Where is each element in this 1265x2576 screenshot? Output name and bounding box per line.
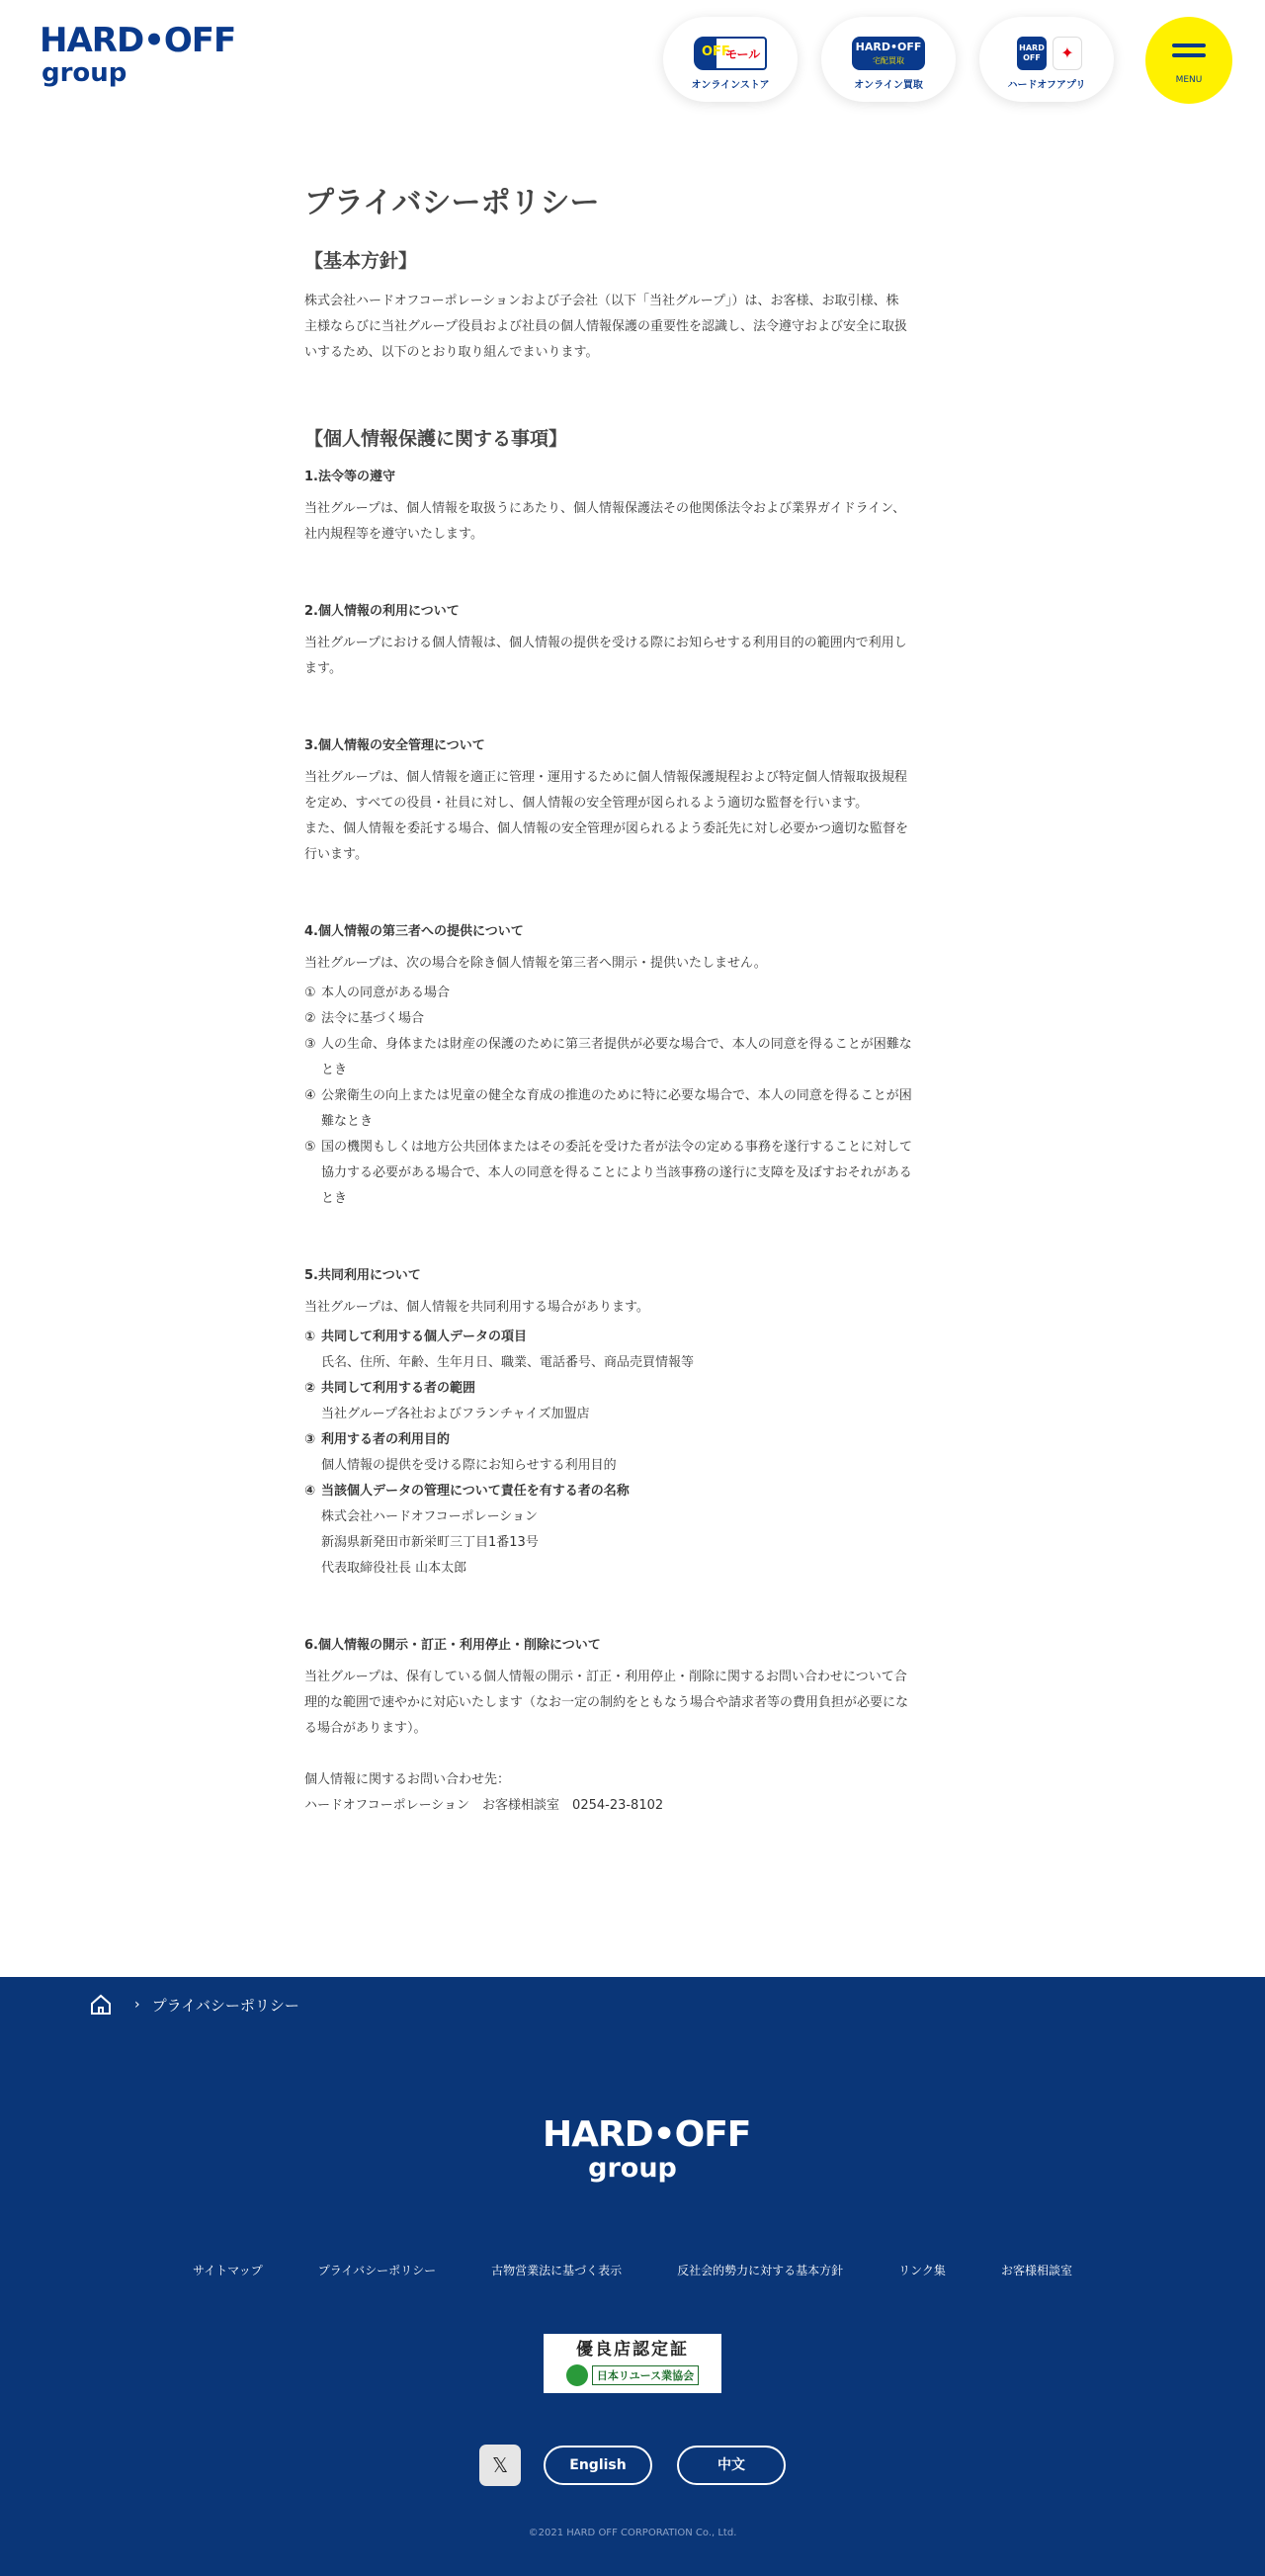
sparkle-app-icon: ✦ [1053, 37, 1082, 70]
footer-logo-wordmark: HARD•OFF [543, 2114, 751, 2155]
list-item: ① 本人の同意がある場合 [304, 986, 451, 1000]
list-item: ⑤ 国の機関もしくは地方公共団体またはその委託を受けた者が法令の定める事務を遂行することに対して 協力する必要がある場合で、本人の同意を得ることにより当該事務の遂行に支障を及ぼすおそれがある とき [304, 1140, 913, 1206]
footer-logo[interactable] [543, 2114, 751, 2184]
page-title: プライバシーポリシー [304, 186, 600, 220]
list-item: ④ 当該個人データの管理について責任を有する者の名称 [304, 1484, 630, 1499]
x-icon[interactable]: 𝕏 [479, 2445, 521, 2486]
menu-button[interactable] [1145, 17, 1232, 104]
menu-label: MENU [1175, 75, 1203, 85]
logo-wordmark: HARD•OFF [40, 21, 236, 60]
online-store-label: オンラインストア [691, 80, 770, 91]
list-item: ② 法令に基づく場合 [304, 1011, 425, 1026]
online-buy-label: オンライン買取 [854, 80, 923, 91]
basic-policy-heading: 【基本方針】 [304, 250, 418, 272]
basic-policy-text: 株式会社ハードオフコーポレーションおよび子会社（以下「当社グループ」）は、お客様、お取引様、株 主様ならびに当社グループ役員および社員の個人情報保護の重要性を認識し、法令遵守および安全に取扱 いするため、以下のとおり取り組んでまいります。 [304, 294, 907, 360]
section-1-title: 1.法令等の遵守 [304, 470, 395, 484]
section-5-title: 5.共同利用について [304, 1268, 421, 1283]
section-2-title: 2.個人情報の利用について [304, 604, 460, 619]
online-buy-button[interactable] [821, 17, 956, 102]
list-item: ④ 公衆衛生の向上または児童の健全な育成の推進のために特に必要な場合で、本人の同意を得ることが困 難なとき [304, 1088, 912, 1129]
site-footer [0, 1977, 1265, 2576]
privacy-policy-article: プライバシーポリシー 【基本方針】 株式会社ハードオフコーポレーションおよび子会社（以下「当社グループ」）は、お客様、お取引様、株 主様ならびに当社グループ役員および社員の個人情報保護の重要性を認識し、法令遵守および安全に取扱 いするため、以下のとおり取り組んでまいります。 【個人情報保護に関する事項】 1.法令等の遵守 当社グループは、個人情報を取扱うにあたり、個人情報保護法その他関係法令および業界ガイドライン、 社内規程等を遵守いたします。 2.個人情報の利用について 当社グループにおける個人情報は、個人情報の提供を受ける際にお知らせする利用目的の範囲内で利用し ます。 3.個人情報の安全管理について 当社グループは、個人情報を適正に管理・運用するために個人情報保護規程および特定個人情報取扱規程 を定め、すべての役員・社員に対し、個人情報の安全管理が図られるよう適切な監督を行います。 また、個人情報を委託する場合、個人情報の安全管理が図られるよう委託先に対し必要かつ適切な監督を 行います。 4.個人情報の第三者への提供について 当社グループは、次の場合を除き個人情報を第三者へ開示・提供いたしません。 ① 本人の同意がある場合 ② 法令に基づく場合 ③ 人の生命、身体または財産の保護のために第三者提供が必要な場合で、本人の同意を得ることが困難な とき ④ 公衆衛生の向上または児童の健全な育成の推進のために特に必要な場合で、本人の同意を得ることが困 難なとき ⑤ 国の機関もしくは地方公共団体またはその委託を受けた者が法令の定める事務を遂行することに対して 協力する必要がある場合で、本人の同意を得ることにより当該事務の遂行に支障を及ぼすおそれがある とき 5.共同利用について 当社グループは、個人情報を共同利用する場合があります。 ① 共同して利用する個人データの項目 氏名、住所、年齢、生年月日、職業、電話番号、商品売買情報等 ② 共同して利用する者の範囲 当社グループ各社およびフランチャイズ加盟店 ③ 利用する者の利用目的 個人情報の提供を受ける際にお知らせする利用目的 ④ 当該個人データの管理について責任を有する者の名称 株式会社ハードオフコーポレーション 新潟県新発田市新栄町三丁目1番13号 代表取締役社長 山本太郎 6.個人情報の開示・訂正・利用停止・削除について 当社グループは、保有している個人情報の開示・訂正・利用停止・削除に関するお問い合わせについて合 理的な範囲で速やかに対応いたします（なお一定の制約をともなう場合や請求者等の費用負担が必要にな る場合があります）。 個人情報に関するお問い合わせ先： ハードオフコーポレーション お客様相談室 0254-23-8102 [304, 184, 961, 1819]
delivery-buy-logo: HARD•OFF 宅配買取 [852, 37, 925, 70]
footer-logo-group: group [588, 2153, 677, 2184]
site-header [0, 0, 1265, 132]
section-6-title: 6.個人情報の開示・訂正・利用停止・削除について [304, 1638, 601, 1653]
main-content [0, 132, 1265, 1977]
app-icons [1009, 37, 1084, 70]
certification-badge[interactable] [544, 2334, 721, 2393]
online-store-button[interactable] [663, 17, 798, 102]
footer-link-anti-social[interactable]: 反社会的勢力に対する基本方針 [677, 2264, 844, 2277]
footer-links [0, 2262, 1265, 2278]
copyright: ©2021 HARD OFF CORPORATION Co., Ltd. [528, 2528, 737, 2538]
section-3-title: 3.個人情報の安全管理について [304, 738, 485, 753]
chevron-right-icon: › [134, 1997, 140, 2013]
contact-label: 個人情報に関するお問い合わせ先： [304, 1772, 511, 1787]
personal-info-heading: 【個人情報保護に関する事項】 [304, 428, 568, 450]
hardoff-app-icon: HARD OFF [1017, 37, 1047, 70]
list-item: ① 共同して利用する個人データの項目 [304, 1330, 528, 1344]
hardoff-app-label: ハードオフアプリ [1007, 80, 1086, 91]
list-item: ③ 利用する者の利用目的 [304, 1432, 451, 1447]
section-4-title: 4.個人情報の第三者への提供について [304, 924, 524, 939]
home-icon[interactable] [89, 1993, 113, 2017]
breadcrumb-current: プライバシーポリシー [151, 1996, 299, 2015]
footer-link-links[interactable]: リンク集 [898, 2264, 946, 2277]
logo-group-text: group [42, 58, 127, 88]
hardoff-app-button[interactable] [979, 17, 1114, 102]
footer-link-antique-law[interactable]: 古物営業法に基づく表示 [491, 2264, 623, 2277]
hardoff-group-logo[interactable] [40, 21, 236, 97]
footer-link-privacy[interactable]: プライバシーポリシー [317, 2264, 437, 2277]
cert-title: 優良店認定証 [576, 2340, 689, 2360]
breadcrumb [89, 1991, 299, 2018]
contact-info: ハードオフコーポレーション お客様相談室 0254-23-8102 [304, 1798, 664, 1813]
hamburger-icon [1172, 43, 1206, 63]
chinese-button[interactable]: 中文 [677, 2446, 786, 2485]
english-button[interactable]: English [544, 2446, 652, 2485]
list-item: ② 共同して利用する者の範囲 [304, 1381, 476, 1396]
list-item: ③ 人の生命、身体または財産の保護のために第三者提供が必要な場合で、本人の同意を得ることが困難な とき [304, 1037, 912, 1077]
off-mall-logo: OFF モール [694, 37, 767, 70]
footer-link-sitemap[interactable]: サイトマップ [193, 2264, 263, 2277]
footer-link-support[interactable]: お客様相談室 [1000, 2264, 1072, 2277]
reuse-association-icon [566, 2364, 588, 2386]
cert-org: 日本リユース業協会 [592, 2365, 699, 2385]
